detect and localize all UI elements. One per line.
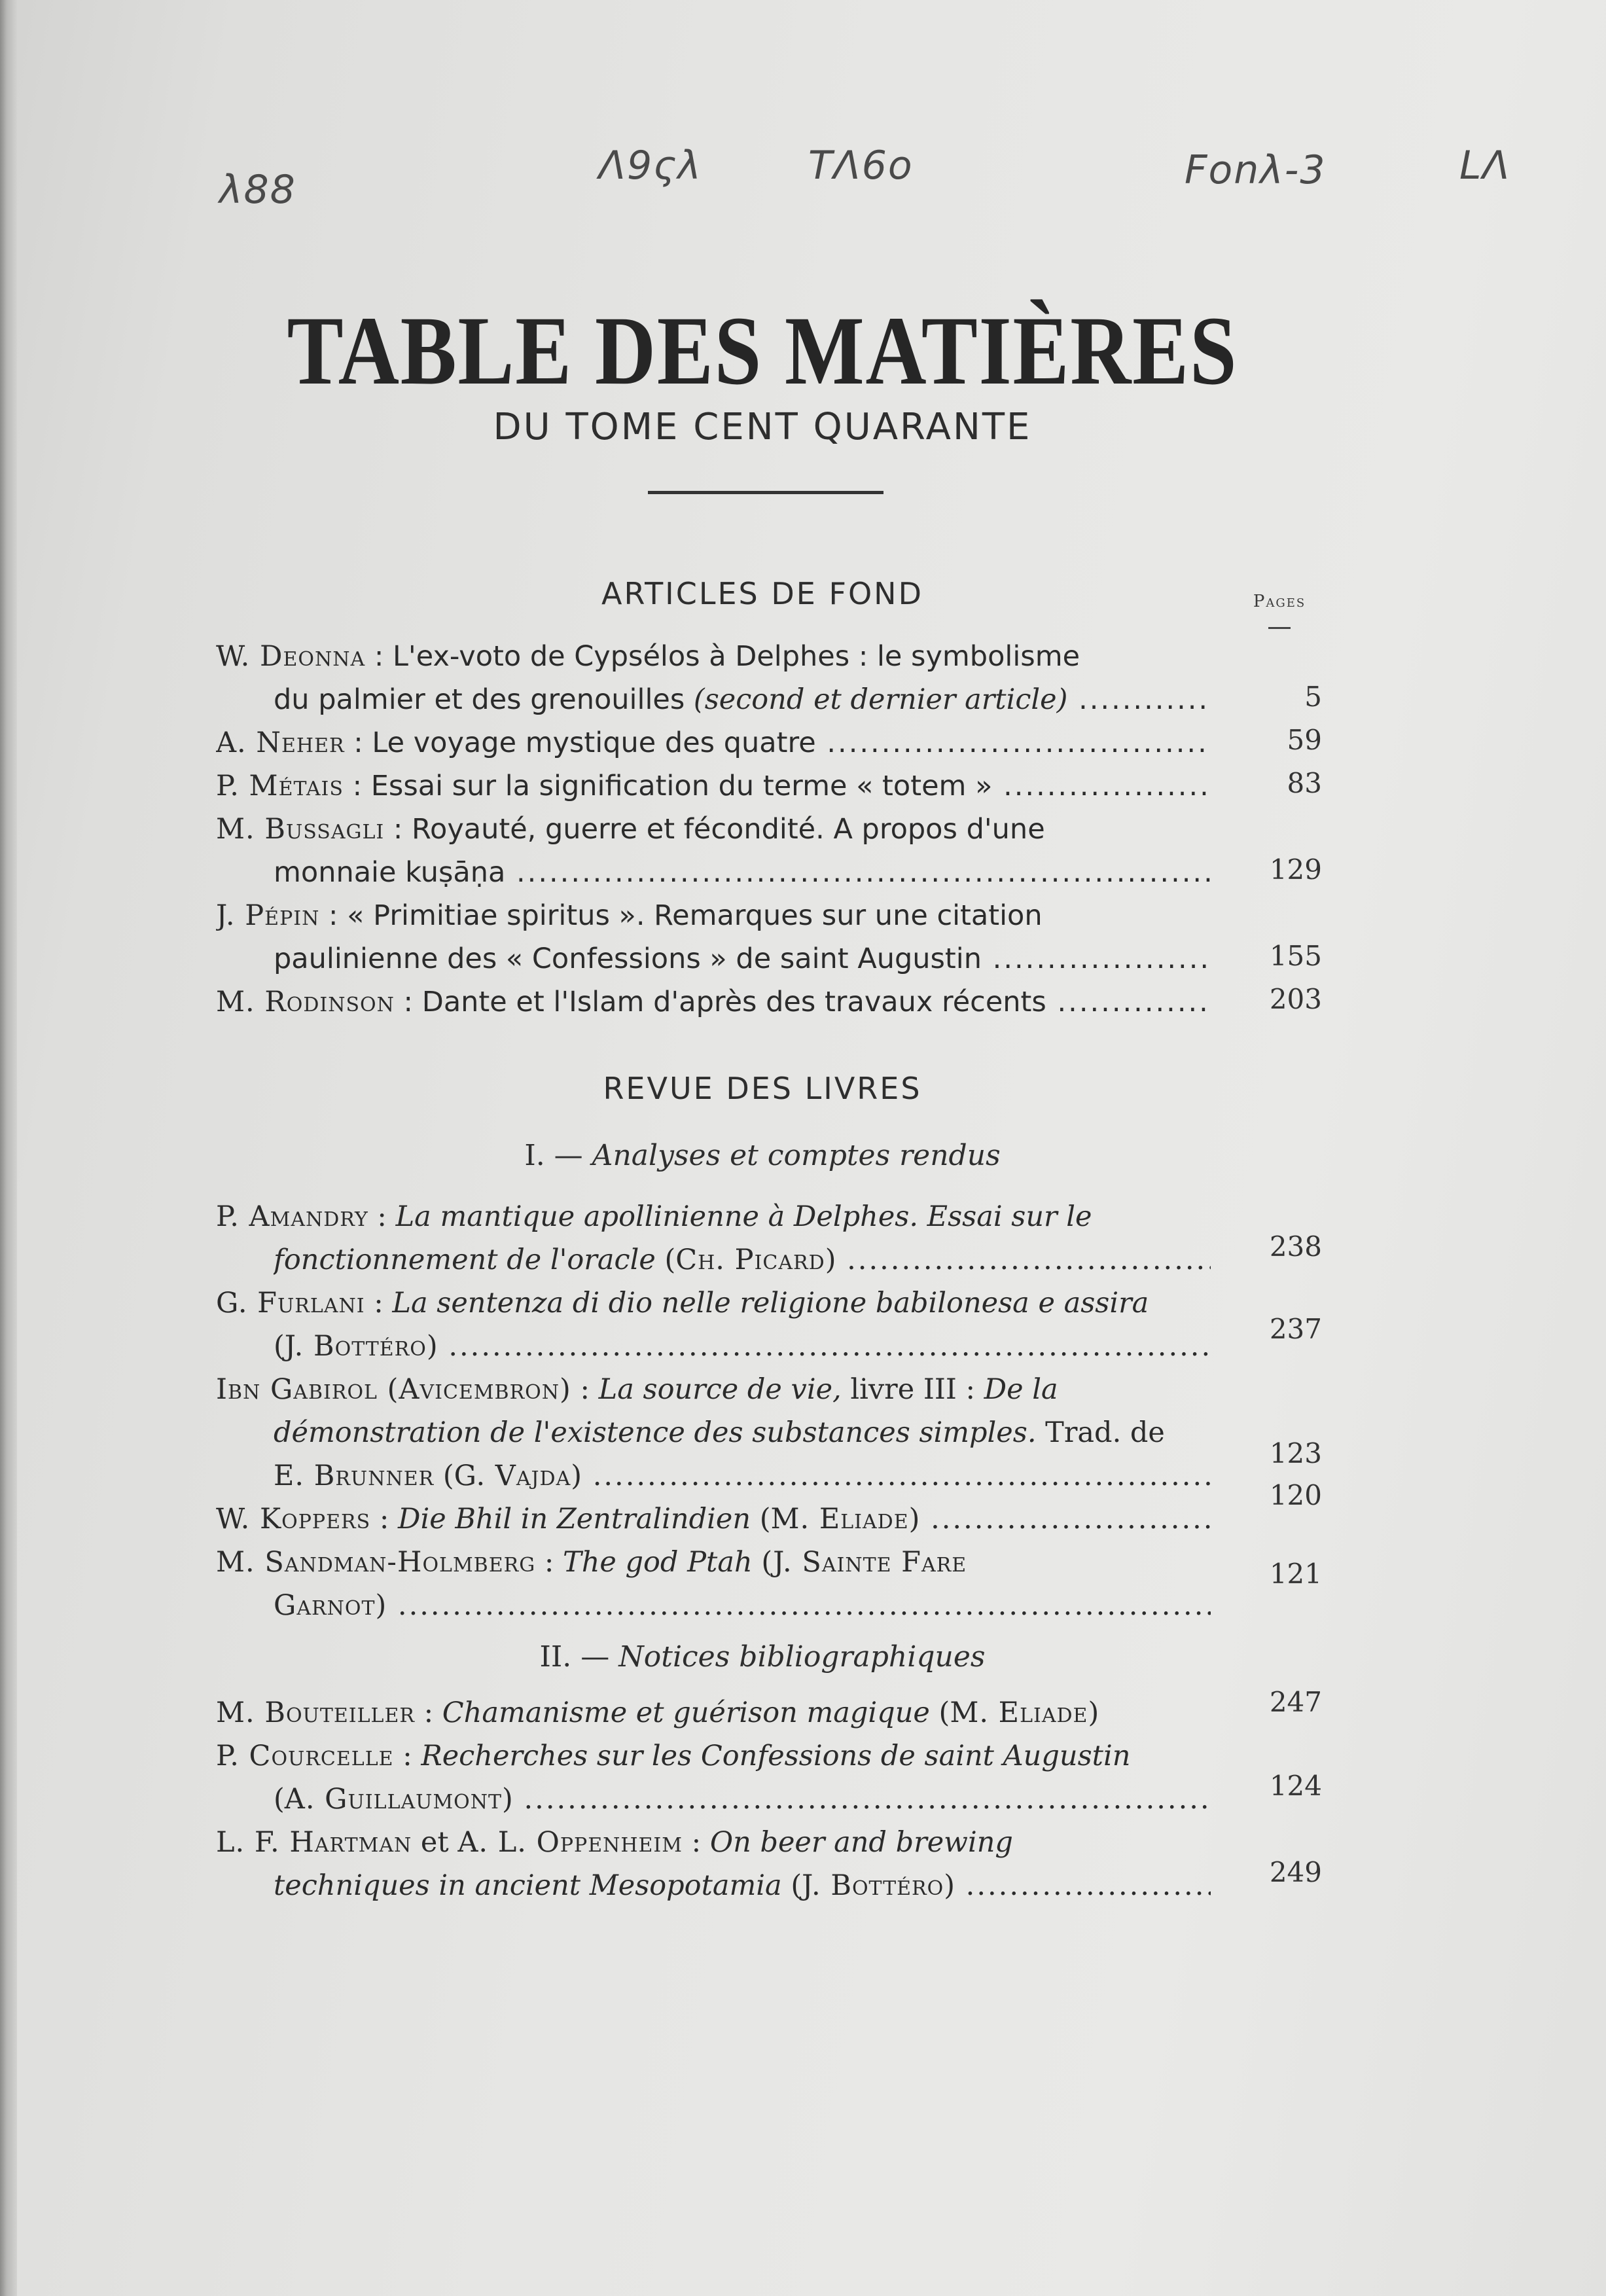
page-title: TABLE DES MATIÈRES xyxy=(287,296,1238,405)
entry-title-cont: du palmier et des grenouilles xyxy=(274,683,694,716)
page-number: 83 xyxy=(1287,767,1322,799)
toc-entry-metais xyxy=(216,764,1211,808)
author-name: J. Pépin xyxy=(216,899,320,932)
review-entry-amandry-line2: fonctionnement de l'oracle (Ch. Picard) ..... xyxy=(274,1238,1211,1282)
separator: : xyxy=(365,1287,393,1319)
volume-label: livre III : xyxy=(841,1373,984,1406)
review-entry-furlani-line1 xyxy=(216,1282,1211,1325)
reviewer-name: A. Guillaumont xyxy=(284,1783,503,1816)
page-number: 247 xyxy=(1269,1686,1322,1718)
review-entry-sandman-line1 xyxy=(216,1541,1211,1584)
author-name: M. Rodinson xyxy=(216,986,395,1018)
review-entry-koppers: W. Koppers : Die Bhil in Zentralindien (M. Eliade) ..... xyxy=(216,1498,1211,1541)
review-entry-gabirol-line2 xyxy=(274,1411,1211,1454)
toc-entry-bussagli-line1 xyxy=(216,808,1211,851)
handwritten-note-left: λ88 xyxy=(219,167,296,213)
toc-entry-pepin-line2 xyxy=(274,937,1211,980)
author-name: M. Sandman-Holmberg xyxy=(216,1546,536,1579)
subsection-title: Notices bibliographiques xyxy=(618,1640,986,1674)
handwritten-note-center-b: ΤΛ6ο xyxy=(808,143,914,188)
page-number: 120 xyxy=(1269,1479,1322,1511)
notice-entry-bouteiller: M. Bouteiller : Chamanisme et guérison magique (M. Eliade) xyxy=(216,1696,1099,1729)
author-name: P. Métais xyxy=(216,770,344,802)
notice-entry-hartman-line2: techniques in ancient Mesopotamia (J. Bottéro) ..... xyxy=(274,1864,1211,1907)
page-number: 124 xyxy=(1269,1770,1322,1802)
entry-title: : Essai sur la signification du terme « totem » xyxy=(343,770,993,802)
author-name: W. Deonna xyxy=(216,640,366,673)
page-number: 129 xyxy=(1269,853,1322,886)
separator: : xyxy=(571,1373,599,1406)
reviewer-name: G. Vajda xyxy=(454,1460,571,1492)
page-number: 121 xyxy=(1269,1558,1322,1590)
reviewer-name: Ch. Picard xyxy=(675,1244,825,1276)
entry-title-cont: monnaie kuṣāṇa xyxy=(274,856,506,889)
handwritten-note-center-a: Λ9ςλ xyxy=(599,143,702,188)
reviewer-name: J. Bottéro xyxy=(284,1330,427,1363)
book-title-cont: démonstration de l'existence des substances simples. xyxy=(274,1416,1037,1449)
reviewer-name: M. Eliade xyxy=(950,1696,1088,1729)
subsection-title: Analyses et comptes rendus xyxy=(592,1139,1001,1172)
entry-title: : « Primitiae spiritus ». Remarques sur une citation xyxy=(319,899,1043,932)
toc-entry-neher xyxy=(216,721,1211,764)
page-number: 155 xyxy=(1269,940,1322,972)
reviewer-name: (J. Sainte Fare xyxy=(761,1546,967,1579)
notice-entry-courcelle-line1 xyxy=(216,1734,1211,1778)
page-number: 249 xyxy=(1269,1856,1322,1888)
book-title: On beer and brewing xyxy=(709,1826,1013,1859)
book-title-cont: fonctionnement de l'oracle xyxy=(274,1244,656,1276)
pages-column-heading: Pages xyxy=(1253,592,1306,611)
separator: : xyxy=(683,1826,710,1859)
entry-title: : Royauté, guerre et fécondité. A propos d'une xyxy=(384,813,1045,846)
book-title: La source de vie, xyxy=(598,1373,842,1406)
entry-title: : L'ex-voto de Cypsélos à Delphes : le symbolisme xyxy=(365,640,1080,673)
section-heading-articles: ARTICLES DE FOND xyxy=(601,576,923,611)
page-subtitle: DU TOME CENT QUARANTE xyxy=(493,406,1032,448)
review-entry-sandman-line2 xyxy=(274,1584,1211,1627)
book-title: Recherches sur les Confessions de saint Augustin xyxy=(421,1740,1131,1772)
toc-entry-bussagli-line2 xyxy=(274,851,1211,894)
title-divider xyxy=(648,491,883,494)
review-entry-amandry-line1 xyxy=(216,1195,1211,1238)
entry-title: : Dante et l'Islam d'après des travaux récents xyxy=(394,986,1046,1018)
review-entry-gabirol-line1 xyxy=(216,1368,1211,1411)
author-name: M. Bussagli xyxy=(216,813,385,846)
book-title: La sentenza di dio nelle religione babilonesa e assira xyxy=(392,1287,1149,1319)
page-number: 203 xyxy=(1269,983,1322,1015)
reviewer-name-cont: Garnot) xyxy=(274,1589,387,1622)
author-name: P. Amandry xyxy=(216,1200,368,1233)
entry-title-cont: paulinienne des « Confessions » de saint Augustin xyxy=(274,942,982,975)
handwritten-note-right-a: Fonλ-3 xyxy=(1185,147,1327,193)
notice-entry-hartman-line1 xyxy=(216,1821,1211,1864)
pages-heading-dash xyxy=(1268,627,1291,629)
subsection-heading-notices xyxy=(0,1640,1525,1674)
author-name-2: A. L. Oppenheim xyxy=(457,1826,683,1859)
author-name: Ibn Gabirol (Avicembron) xyxy=(216,1373,571,1406)
author-name: A. Neher xyxy=(216,726,345,759)
review-entry-gabirol-line3: E. Brunner (G. Vajda) ..... xyxy=(274,1454,1211,1498)
author-name: P. Courcelle xyxy=(216,1740,394,1772)
translator-name: E. Brunner xyxy=(274,1460,435,1492)
book-title: Die Bhil in Zentralindien xyxy=(397,1503,751,1535)
book-title: Chamanisme et guérison magique xyxy=(442,1696,930,1729)
separator: : xyxy=(370,1503,398,1535)
subsection-heading-analyses xyxy=(0,1139,1525,1172)
page-number: 59 xyxy=(1287,724,1322,756)
conjunction: et xyxy=(412,1826,458,1859)
notice-entry-courcelle-line2: (A. Guillaumont) ..... xyxy=(274,1778,1211,1821)
book-title-part: De la xyxy=(984,1373,1058,1406)
separator: : xyxy=(414,1696,442,1729)
subsection-number: I. — xyxy=(524,1139,592,1172)
entry-title: : Le voyage mystique des quatre xyxy=(344,726,816,759)
separator: : xyxy=(535,1546,563,1579)
page-number: 237 xyxy=(1269,1313,1322,1345)
separator: : xyxy=(368,1200,396,1233)
section-heading-revue: REVUE DES LIVRES xyxy=(603,1071,922,1106)
translation-note: Trad. de xyxy=(1036,1416,1165,1449)
reviewer-name: J. Bottéro xyxy=(802,1869,944,1902)
author-name: M. Bouteiller xyxy=(216,1696,415,1729)
separator: : xyxy=(393,1740,421,1772)
book-title: The god Ptah xyxy=(563,1546,753,1579)
author-name: G. Furlani xyxy=(216,1287,365,1319)
toc-entry-pepin-line1 xyxy=(216,894,1211,937)
page-number: 123 xyxy=(1269,1437,1322,1469)
review-entry-furlani-line2: (J. Bottéro) ..... xyxy=(274,1325,1211,1368)
handwritten-note-right-b: LΛ xyxy=(1459,143,1511,188)
toc-entry-deonna-line1 xyxy=(216,635,1211,678)
page-number: 5 xyxy=(1304,681,1322,713)
toc-entry-deonna-line2 xyxy=(274,678,1211,721)
toc-entry-rodinson xyxy=(216,980,1211,1024)
entry-note: (second et dernier article) xyxy=(693,683,1068,716)
reviewer-name: M. Eliade xyxy=(770,1503,909,1535)
author-name: L. F. Hartman xyxy=(216,1826,412,1859)
author-name: W. Koppers xyxy=(216,1503,371,1535)
subsection-number: II. — xyxy=(539,1640,619,1674)
book-title-cont: techniques in ancient Mesopotamia xyxy=(274,1869,782,1902)
page-number: 238 xyxy=(1269,1230,1322,1263)
book-title: La mantique apollinienne à Delphes. Essai sur le xyxy=(395,1200,1092,1233)
